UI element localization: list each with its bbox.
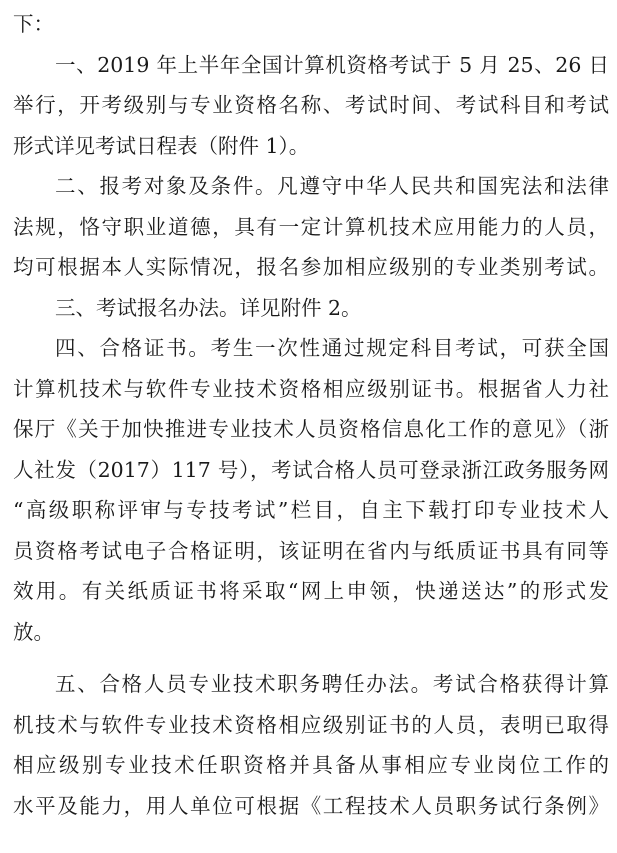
paragraph-4-line-1: 四、合格证书。考生一次性通过规定科目考试，可获全国 [55,336,609,360]
paragraph-1-line-2: 举行，开考级别与专业资格名称、考试时间、考试科目和考试 [13,93,609,117]
paragraph-5-line-2: 机技术与软件专业技术资格相应级别证书的人员，表明已取得 [13,712,609,737]
paragraph-1-line-3: 形式详见考试日程表（附件 1）。 [13,133,310,158]
paragraph-2-line-1: 二、报考对象及条件。凡遵守中华人民共和国宪法和法律 [55,174,609,198]
paragraph-4-line-7: 效用。有关纸质证书将采取“网上申领，快递送达”的形式发 [13,579,609,603]
paragraph-4-line-3: 保厅《关于加快推进专业技术人员资格信息化工作的意见》（浙 [13,417,609,441]
paragraph-gap [13,652,609,664]
paragraph-2-line-3: 均可根据本人实际情况，报名参加相应级别的专业类别考试。 [13,255,609,279]
paragraph-5-line-3: 相应级别专业技术任职资格并具备从事相应专业岗位工作的 [13,753,609,777]
paragraph-5-line-4: 水平及能力，用人单位可根据《工程技术人员职务试行条例》 [13,793,609,818]
paragraph-2-line-2: 法规，恪守职业道德，具有一定计算机技术应用能力的人员， [13,214,609,239]
paragraph-4-line-5: “高级职称评审与专技考试”栏目，自主下载打印专业技术人 [13,498,609,522]
paragraph-3-line-1: 三、考试报名办法。详见附件 2。 [55,295,362,320]
paragraph-4-line-2: 计算机技术与软件专业技术资格相应级别证书。根据省人力社 [13,376,609,401]
paragraph-1-line-1: 一、2019 年上半年全国计算机资格考试于 5 月 25、26 日 [55,52,609,77]
paragraph-4-line-6: 员资格考试电子合格证明，该证明在省内与纸质证书具有同等 [13,538,609,563]
paragraph-4-line-4: 人社发（2017）117 号），考试合格人员可登录浙江政务服务网 [13,457,609,482]
paragraph-4-line-8: 放。 [13,619,54,644]
text-line: 下： [13,12,54,36]
paragraph-5-line-1: 五、合格人员专业技术职务聘任办法。考试合格获得计算 [55,672,609,696]
